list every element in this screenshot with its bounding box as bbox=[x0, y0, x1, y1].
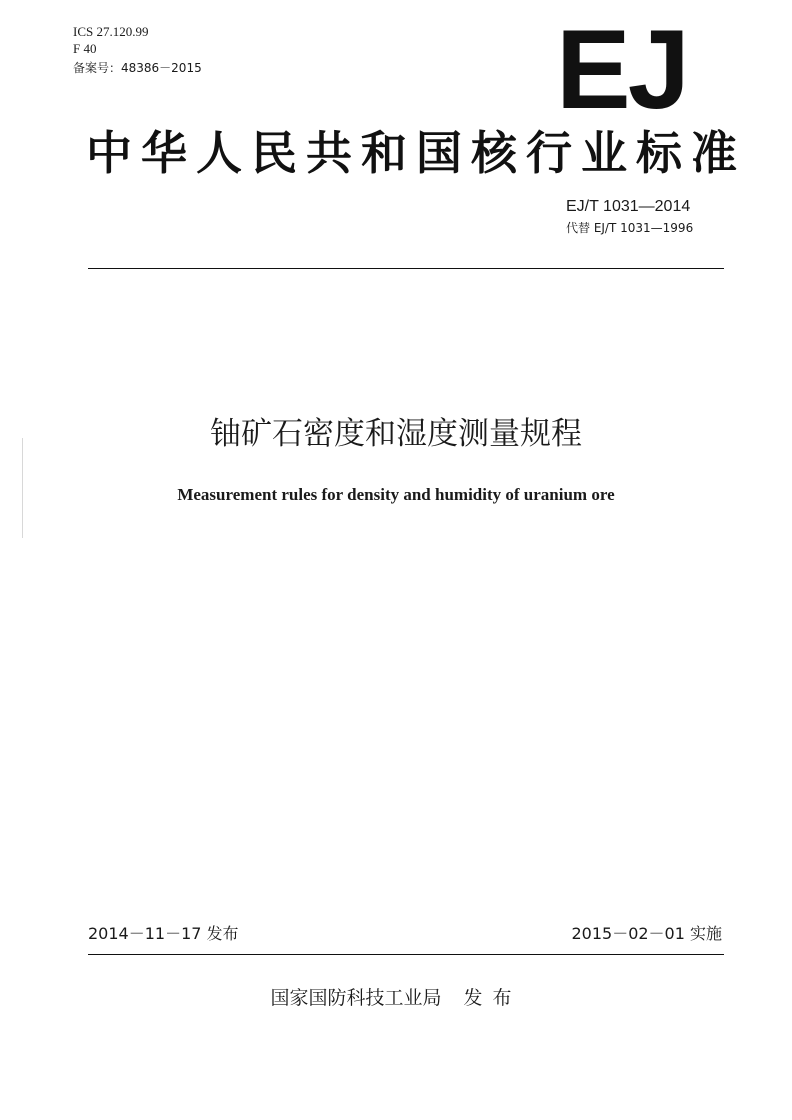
document-title-english: Measurement rules for density and humidity of uranium ore bbox=[177, 485, 615, 504]
publisher-word: 发布 bbox=[463, 987, 522, 1009]
scan-artifact bbox=[22, 438, 23, 538]
ics-code: ICS 27.120.99 bbox=[73, 24, 149, 39]
publisher-name: 国家国防科技工业局 bbox=[270, 987, 442, 1009]
issue-date: 2014－11－17 发布 bbox=[88, 924, 239, 943]
implementation-date: 2015－02－01 实施 bbox=[571, 924, 722, 943]
ej-logo: EJ bbox=[556, 7, 687, 132]
publisher bbox=[0, 986, 792, 1010]
standard-number: EJ/T 1031—2014 bbox=[566, 198, 691, 215]
filing-number: 备案号：48386－2015 bbox=[73, 61, 202, 75]
document-title-chinese: 铀矿石密度和湿度测量规程 bbox=[210, 416, 582, 452]
classification-code: F 40 bbox=[73, 41, 97, 56]
issuer-title: 中华人民共和国核行业标准 bbox=[86, 126, 746, 180]
top-divider bbox=[88, 268, 724, 269]
replaces-standard: 代替 EJ/T 1031—1996 bbox=[566, 221, 694, 235]
bottom-divider bbox=[88, 954, 724, 955]
